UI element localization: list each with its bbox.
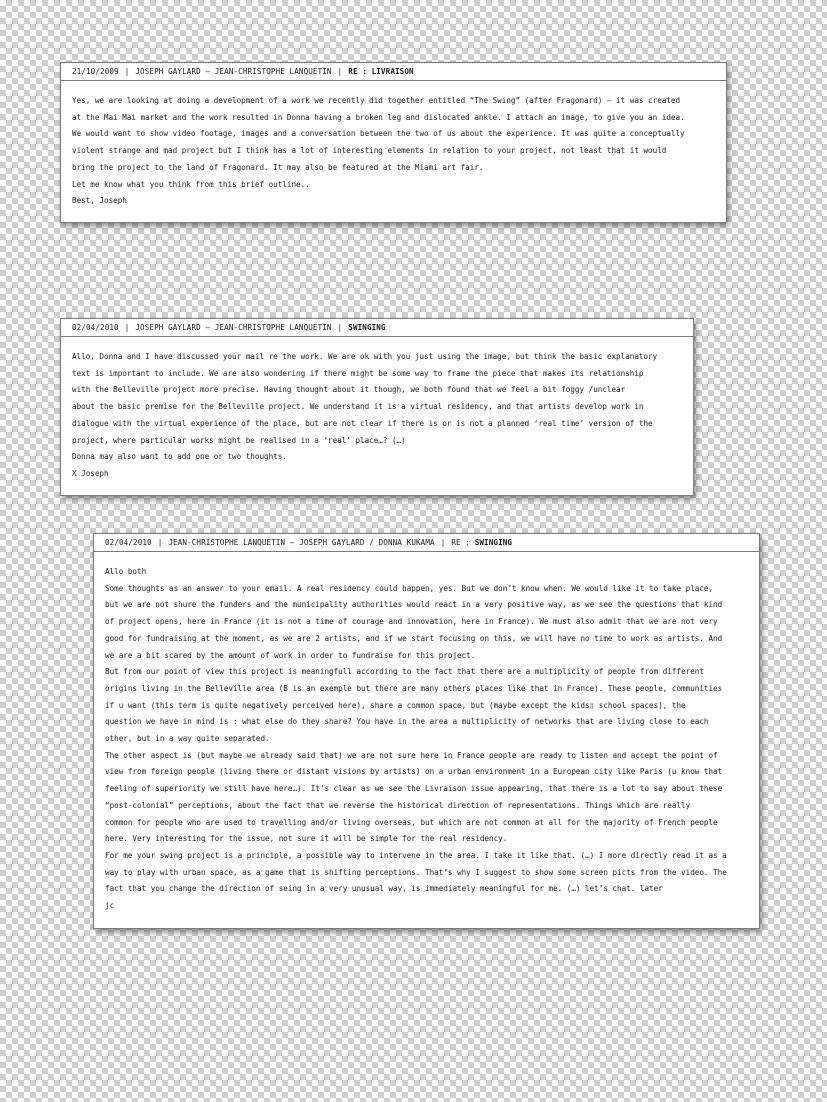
email-line: we are a bit scared by the amount of work in order to fundraise for this project. [105,650,476,660]
email-line: if u want (this term is quite negatively perceived here), share a common space, but (maybe except the kids▯ school spaces), the [105,700,686,710]
email-line: here. Very interesting for the issue, not sure it will be simple for the real residency. [105,834,508,844]
email-body [61,81,726,220]
email-card-1 [60,62,727,223]
email-line: origins living in the Belleville area (B is an exemple but there are many others places like that in France). These people, communities [105,683,723,693]
email-date: 21/10/2009 [72,67,119,76]
email-line: dialogue with the virtual experience of the place, but are not clear if there is or is not a planned ‘real time’ version of the [72,418,653,428]
email-line: view from foreign people (living there or distant visions by artists) on a urban environment in a European city like Paris (u know that [105,767,723,777]
email-line: Allo, Donna and I have discussed your mail re the work. We are ok with you just using the image, but think the basic explanatory [72,352,658,361]
email-body [61,337,693,493]
email-line: other, but in a way quite separated. [105,734,270,744]
email-line: Best, Joseph [72,196,127,206]
email-line: of project opens, here in France (it is not a time of courage and innovation, here in France). We must also admit that we are not very [105,617,718,627]
email-line: But from our point of view this project is meaningfull according to the fact that there are a multiplicity of people from different [105,667,704,677]
email-line: common for people who are used to travelling and/or living overseas, but which are not common at all for the majority of French people [105,817,718,827]
email-line: good for fundraising at the moment, as we are 2 artists, and if we start focusing on this, we will have no time to work as artists. And [105,633,723,643]
email-header [94,534,759,552]
email-line: Donna may also want to add one or two thoughts. [72,452,287,462]
email-date: 02/04/2010 [72,323,119,332]
email-line: way to play with urban space, as a game that is shifting perceptions. That’s why I suggest to show some screen picts from the video. The [105,867,727,877]
header-separator: | [124,323,130,332]
header-separator: | [337,67,343,76]
email-subject-prefix: RE : [451,538,471,547]
email-subject: SWINGING [474,538,513,547]
email-participants: JOSEPH GAYLARD – JEAN-CHRISTOPHE LANQUETIN [135,323,332,332]
email-subject: LIVRAISON [371,67,414,76]
email-subject-prefix: RE : [348,67,367,76]
email-line: Allo both [105,567,147,576]
email-line: but we are not shure the funders and the municipality authorities would react in a very positive way, as we see the questions that kind [105,600,723,610]
email-participants: JOSEPH GAYLARD – JEAN-CHRISTOPHE LANQUETIN [135,67,332,76]
email-line: Let me know what you think from this brief outline.. [72,179,310,189]
header-separator: | [157,538,163,547]
email-card-2 [60,318,694,496]
email-line: feeling of superiority we still have here…). It’s clear as we see the Livraison issue appearing, that there is a lot to say about these [105,784,723,794]
email-subject: SWINGING [348,323,386,332]
email-line: at the Mai Mai market and the work resulted in Donna having a broken leg and dislocated ankle. I attach an image, to give you an idea. [72,112,685,122]
email-line: X Joseph [72,468,109,478]
email-line: about the basic premise for the Belleville project. We understand it is a virtual residency, and that artists develop work in [72,402,644,412]
email-line: violent strange and mad project but I think has a lot of interesting elements in relation to your project, not least that it would [72,146,667,156]
email-header [61,63,726,81]
email-line: We would want to show video footage, images and a conversation between the two of us about the experience. It was quite a conceptually [72,129,685,139]
email-line: project, where particular works might be realised in a ‘real’ place…? (…) [72,435,406,445]
header-separator: | [440,538,446,547]
email-line: Yes, we are looking at doing a development of a work we recently did together entitled “The Swing” (after Fragonard) – it was created [72,96,681,105]
header-separator: | [124,67,130,76]
email-line: with the Belleville project more precise. Having thought about it though, we both found that we feel a bit foggy /unclear [72,385,626,395]
email-date: 02/04/2010 [105,538,152,547]
email-line: jc [105,901,115,911]
email-participants: JEAN-CHRISTOPHE LANQUETIN – JOSEPH GAYLARD / DONNA KUKAMA [168,538,435,547]
email-card-3 [93,533,760,929]
header-separator: | [337,323,343,332]
email-body [94,552,759,925]
email-line: bring the project to the land of Fragonard. It may also be featured at the Miami art fair. [72,162,484,172]
email-line: fact that you change the direction of seing in a very unusual way, is immediately meaningful for me. (…) let’s chat. later [105,884,663,894]
email-line: The other aspect is (but maybe we already said that) we are not sure here in France people are ready to listen and accept the point of [105,750,718,760]
email-line: “post-colonial” perceptions, about the fact that we reverse the historical direction of representations. Things which are really [105,800,691,810]
email-line: Some thoughts as an answer to your email. A real residency could happen, yes. But we don’t know when. We would like it to take place, [105,583,714,593]
email-line: text is important to include. We are also wondering if there might be some way to frame the piece that makes its relationship [72,368,644,378]
email-header [61,319,693,337]
email-line: For me your swing project is a principle, a possible way to intervene in the area. I take it like that. (…) I more directly read it as a [105,850,727,860]
email-line: question we have in mind is : what else do they share? You have in the area a multiplicity of networks that are living close to each [105,717,709,727]
